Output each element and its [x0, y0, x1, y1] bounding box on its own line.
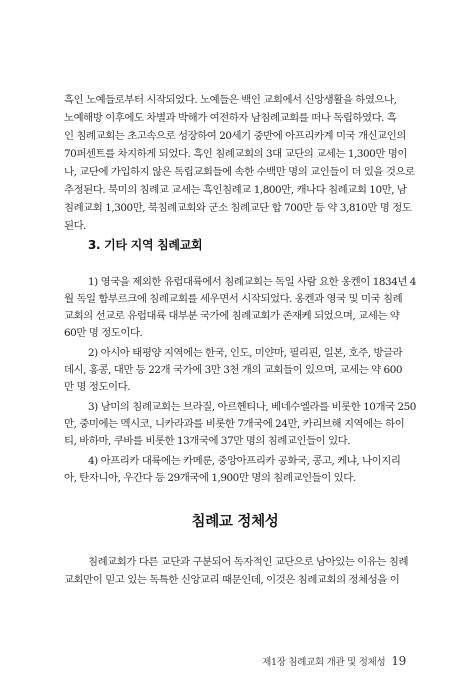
body-text-line: 티, 바하마, 쿠바를 비롯한 13개국에 37만 명의 침례교인들이 있다.: [64, 435, 351, 447]
body-text-line: 나, 교단에 가입하지 않은 독립교회들에 속한 수백만 명의 교인들이 더 있을 것으로: [64, 166, 415, 178]
body-text-line: 1) 영국을 제외한 유럽대륙에서 침례교회는 독일 사람 요한 옹켄이 1834년 4: [88, 276, 416, 288]
body-text-line: 노예해방 이후에도 차별과 박해가 여전하자 남침례교회를 떠나 독립하였다. 흑: [64, 112, 397, 124]
body-text-line: 월 독일 함부르크에 침례교회를 세우면서 시작되었다. 옹켄과 영국 및 미국 침례: [64, 293, 403, 305]
body-text-line: 인 침례교회는 초고속으로 성장하여 20세기 중반에 아프리카계 미국 개신교인의: [64, 130, 406, 142]
body-text-line: 4) 아프리카 대륙에는 카메룬, 중앙아프리카 공화국, 콩고, 케냐, 나이지리: [88, 455, 401, 467]
body-text-line: 추정된다. 북미의 침례교 교세는 흑인침례교 1,800만, 캐나다 침례교회 10만, 남: [64, 184, 407, 196]
body-text-line: 교회만이 믿고 있는 독특한 신앙교리 때문인데, 이것은 침례교회의 정체성을 이: [64, 574, 400, 586]
section-title: 침례교 정체성: [191, 514, 279, 530]
body-text-line: 3) 남미의 침례교회는 브라질, 아르헨티나, 베네수엘라를 비롯한 10개국 250: [88, 401, 416, 413]
sub-heading: 3. 기타 지역 침례교회: [88, 238, 203, 252]
body-text-line: 2) 아시아 태평양 지역에는 한국, 인도, 미얀마, 필리핀, 일본, 호주, 방글라: [88, 347, 403, 359]
body-text-line: 된다.: [64, 220, 87, 232]
body-text-line: 침례교회가 다른 교단과 구분되어 독자적인 교단으로 남아있는 이유는 침례: [88, 556, 409, 568]
body-text-line: 흑인 노예들로부터 시작되었다. 노예들은 백인 교회에서 신앙생활을 하였으나,: [64, 94, 397, 106]
page-footer: [262, 654, 406, 668]
body-text-line: 만, 중미에는 멕시코, 니카라과를 비롯한 7개국에 24만, 카리브해 지역에는 하이: [64, 418, 405, 430]
page-number: 19: [391, 654, 406, 668]
body-text-line: 교회의 선교로 유럽대륙 대부분 국가에 침례교회가 존재케 되었으며, 교세는 약: [64, 310, 400, 322]
chapter-title: 제1장 침례교회 개관 및 정체성: [262, 657, 386, 668]
body-text-line: 만 명 정도이다.: [64, 381, 131, 393]
body-text-line: 70퍼센트를 차지하게 되었다. 흑인 침례교회의 3대 교단의 교세는 1,300만 명이: [64, 148, 407, 160]
body-text-line: 데시, 홍콩, 대만 등 22개 국가에 3만 3천 개의 교회들이 있으며, 교세는 약 600: [64, 364, 403, 376]
body-text-line: 침례교회 1,300만, 북침례교회와 군소 침례교단 합 700만 등 약 3,810만 명 정도: [64, 202, 412, 214]
body-text-line: 60만 명 정도이다.: [64, 327, 143, 339]
body-text-line: 아, 탄자니아, 우간다 등 29개국에 1,900만 명의 침례교인들이 있다.: [64, 472, 356, 484]
